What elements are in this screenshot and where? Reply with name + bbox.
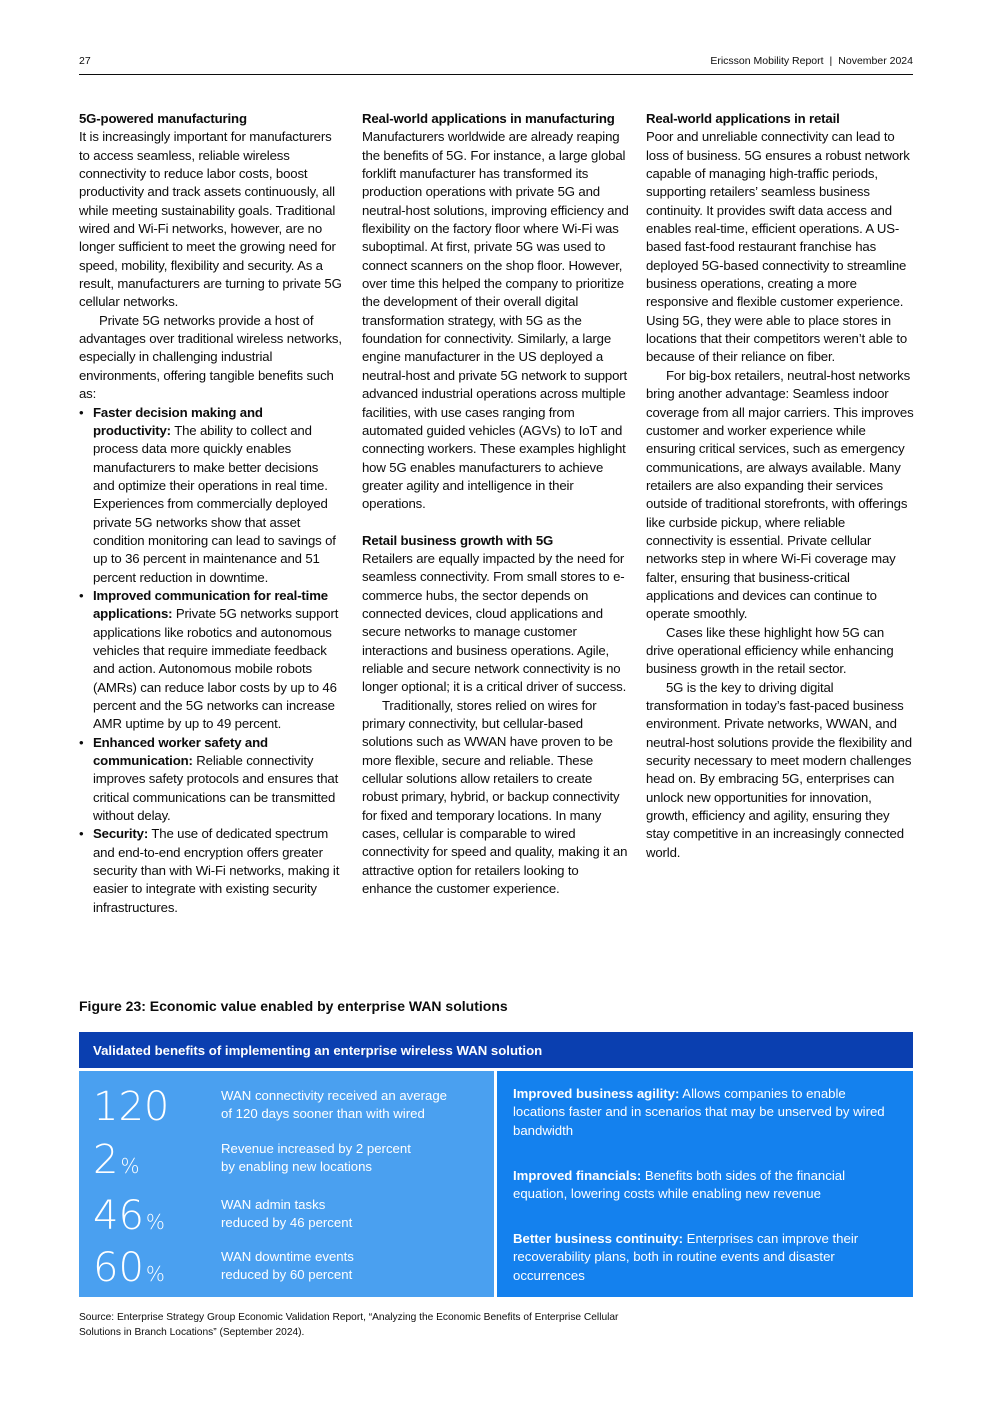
list-item (79, 587, 343, 734)
page-header (79, 52, 913, 75)
list-item-text: The ability to collect and process data more quickly enables manufacturers to make better decisions and optimize their operations in real time. Experiences from commercially deployed private 5G networks show that asset condition monitoring can lead to savings of up to 36 percent in maintenance and 51 percent reduction in downtime. (93, 422, 336, 585)
section-heading: 5G-powered manufacturing (79, 111, 247, 126)
paragraph: Cases like these highlight how 5G can drive operational efficiency while enhancing business growth in the retail sector. (646, 624, 894, 677)
section-heading: Real-world applications in retail (646, 111, 840, 126)
stat-item (79, 1194, 494, 1244)
benefit-list (79, 404, 343, 918)
benefits-panel (497, 1071, 913, 1297)
stat-description (221, 1196, 481, 1232)
stat-value (93, 1138, 139, 1188)
figure-source: Source: Enterprise Strategy Group Economic Validation Report, “Analyzing the Economic Benefits of Enterprise Cellular Solutions in Branch Locations” (September 2024). (79, 1312, 619, 1338)
stat-item (79, 1138, 494, 1188)
list-item (79, 825, 343, 917)
stat-line: of 120 days sooner than with wired (221, 1106, 425, 1122)
stat-unit: % (120, 1154, 140, 1178)
column-1 (79, 110, 343, 917)
list-item-title: Enhanced worker safety and communication: (93, 734, 268, 769)
report-date: November 2024 (838, 55, 913, 67)
stat-line: WAN connectivity received an average (221, 1088, 448, 1103)
stat-line: Revenue increased by 2 percent (221, 1141, 411, 1156)
paragraph: Traditionally, stores relied on wires for primary connectivity, but cellular-based solutions such as WWAN have proven to be more flexible, secure and reliable. These cellular solutions allow retailers to create robust primary, hybrid, or backup connectivity for fixed and temporary locations. In many cases, cellular is comparable to wired connectivity for speed and quality, making it an attractive option for retailers looking to enhance the customer experience. (362, 697, 628, 897)
stat-value (93, 1194, 165, 1244)
paragraph: Manufacturers worldwide are already reaping the benefits of 5G. For instance, a large global forklift manufacturer has transformed its production operations with private 5G and neutral-host solutions, improving efficiency and flexibility on the factory floor where Wi-Fi was suboptimal. At first, private 5G was used to connect scanners on the shop floor. However, over time this helped the company to prioritize the development of their overall digital transformation strategy, with 5G as the foundation for connectivity. Similarly, a large engine manufacturer in the US deployed a neutral-host and private 5G network to support advanced industrial operations across multiple facilities, with use cases ranging from automated guided vehicles (AGVs) to IoT and connecting workers. These examples highlight how 5G enables manufacturers to achieve greater agility and intelligence in their operations. (362, 129, 629, 512)
benefit-title: Better business continuity: (513, 1231, 683, 1246)
stat-number: 46 (93, 1193, 144, 1239)
panel-header (79, 1032, 913, 1068)
stat-value (93, 1085, 169, 1129)
paragraph: For big-box retailers, neutral-host networks bring another advantage: Seamless indoor coverage from all major carriers. This improves customer and worker experience while ensuring critical services, such as emergency communications, are always available. Many retailers are also expanding their services outside of traditional storefronts, with offerings like curbside pickup, where reliable connectivity is essential. Private cellular networks step in where Wi-Fi coverage may falter, ensuring that business-critical applications and devices can continue to operate smoothly. (646, 367, 914, 622)
section-heading: Retail business growth with 5G (362, 532, 554, 548)
stat-item (79, 1085, 494, 1135)
stat-unit: % (145, 1262, 165, 1286)
paragraph: Private 5G networks provide a host of advantages over traditional wireless networks, especially in challenging industrial environments, offering tangible benefits such as: (79, 312, 342, 402)
benefit-item (513, 1230, 893, 1285)
stats-panel (79, 1071, 494, 1297)
stat-value (93, 1246, 165, 1296)
separator: | (829, 55, 833, 67)
stat-description (221, 1248, 481, 1284)
list-item-text: Reliable connectivity improves safety protocols and ensures that critical communications can be transmitted without delay. (93, 753, 339, 824)
stat-line: reduced by 46 percent (221, 1215, 353, 1231)
section-heading: Real-world applications in manufacturing (362, 111, 615, 126)
list-item-text: Private 5G networks support applications like robotics and autonomous vehicles that require immediate feedback and action. Autonomous mobile robots (AMRs) can reduce labor costs by up to 46 percent and the 5G networks can increase AMR uptime by up to 49 percent. (93, 606, 339, 732)
column-2 (362, 110, 630, 898)
stat-line: WAN admin tasks (221, 1197, 326, 1212)
benefit-title: Improved business agility: (513, 1086, 680, 1101)
benefit-text: Benefits both sides of the financial equation, lowering costs while enabling new revenue (513, 1168, 846, 1202)
list-item-title: Improved communication for real-time applications: (93, 587, 328, 622)
stat-unit: % (145, 1210, 165, 1234)
list-item-title: Faster decision making and productivity: (93, 404, 263, 438)
figure-title: Figure 23: Economic value enabled by enterprise WAN solutions (79, 998, 508, 1014)
stat-item (79, 1246, 494, 1296)
column-3 (646, 110, 914, 862)
list-item (79, 734, 343, 826)
panel-title: Validated benefits of implementing an enterprise wireless WAN solution (93, 1043, 543, 1058)
paragraph: Poor and unreliable connectivity can lead to loss of business. 5G ensures a robust network capable of managing high-traffic periods, supporting retailers’ seamless business continuity. It provides swift data access and enables real-time, efficient operations. A US-based fast-food restaurant franchise has deployed 5G-based connectivity to streamline business operations, creating a more responsive and flexible customer experience. Using 5G, they were able to place stores in locations that their competitors weren’t able to because of their reliance on fiber. (646, 129, 910, 365)
stat-line: WAN downtime events (221, 1249, 354, 1264)
list-item (79, 404, 343, 587)
benefit-text: Enterprises can improve their recoverability plans, both in routine events and disaster occurrences (513, 1231, 859, 1283)
benefit-item (513, 1085, 893, 1140)
benefit-text: Allows companies to enable locations faster and in scenarios that may be unserved by wired bandwidth (513, 1086, 885, 1138)
running-head (710, 55, 913, 67)
benefit-item (513, 1167, 893, 1204)
paragraph: It is increasingly important for manufacturers to access seamless, reliable wireless connectivity to reduce labor costs, boost productivity and track assets continuously, all while meeting sustainability goals. Traditional wired and Wi-Fi networks, however, are no longer sufficient to meet the growing need for speed, mobility, flexibility and security. As a result, manufacturers are turning to private 5G cellular networks. (79, 129, 342, 310)
stat-line: reduced by 60 percent (221, 1267, 353, 1283)
stat-number: 60 (93, 1245, 144, 1291)
page-number: 27 (79, 55, 91, 67)
paragraph: Retailers are equally impacted by the need for seamless connectivity. From small stores to e-commerce hubs, the sector depends on connected devices, cloud applications and secure networks to manage customer interactions and business operations. Agile, reliable and secure network connectivity is no longer optional; it is a critical driver of success. (362, 550, 627, 695)
list-item-text: The use of dedicated spectrum and end-to-end encryption offers greater security than with Wi-Fi networks, making it easier to integrate with existing security infrastructures. (93, 826, 340, 915)
stat-number: 120 (93, 1084, 170, 1130)
stat-line: by enabling new locations (221, 1159, 373, 1175)
stat-description (221, 1087, 481, 1123)
benefit-title: Improved financials: (513, 1168, 642, 1183)
paragraph: 5G is the key to driving digital transformation in today’s fast-paced business environment. Private networks, WWAN, and neutral-host solutions provide the flexibility and security necessary to meet modern challenges head on. By embracing 5G, enterprises can unlock new opportunities for innovation, growth, efficiency and agility, ensuring they stay competitive in an increasingly connected world. (646, 679, 912, 860)
report-title: Ericsson Mobility Report (710, 55, 824, 67)
stat-number: 2 (93, 1137, 119, 1183)
stat-description (221, 1140, 481, 1176)
list-item-title: Security: (93, 826, 149, 842)
